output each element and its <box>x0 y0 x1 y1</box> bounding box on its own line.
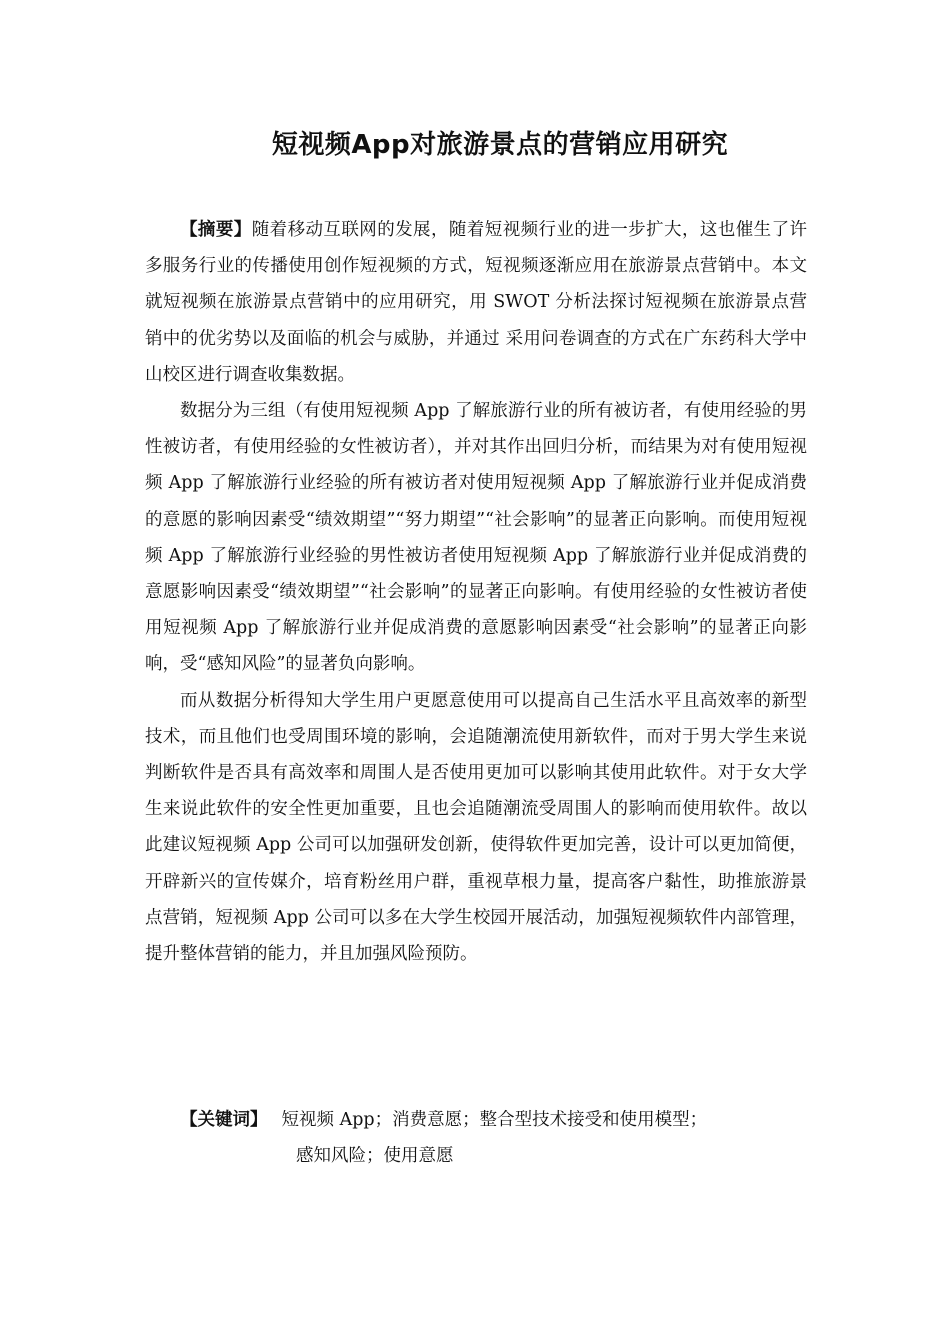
abstract-paragraph-2: 数据分为三组（有使用短视频 App 了解旅游行业的所有被访者，有使用经验的男性被访者，有使用经验的女性被访者），并对其作出回归分析，而结果为对有使用短视频 App 了解旅游行业经验的所有被访者对使用短视频 App 了解旅游行业并促成消费的意愿的影响因素受“绩效期望”“努力期望”“社会影响”的显著正向影响。而使用短视频 App 了解旅游行业经验的男性被访者使用短视频 App 了解旅游行业并促成消费的意愿影响因素受“绩效期望”“社会影响”的显著正向影响。有使用经验的女性被访者使用短视频 App 了解旅游行业并促成消费的意愿影响因素受“社会影响”的显著正向影响，受“感知风险”的显著负向影响。 <box>145 401 807 675</box>
keywords-text-1: 短视频 App；消费意愿；整合型技术接受和使用模型； <box>281 1110 708 1130</box>
keywords-line-2: 感知风险；使用意愿 <box>296 1146 454 1166</box>
keywords-section <box>180 1102 820 1174</box>
abstract-paragraph-1-text: 随着移动互联网的发展，随着短视频行业的进一步扩大，这也催生了许多服务行业的传播使用创作短视频的方式，短视频逐渐应用在旅游景点营销中。本文就短视频在旅游景点营销中的应用研究，用 SWOT 分析法探讨短视频在旅游景点营销中的优劣势以及面临的机会与威胁，并通过 采用问卷调查的方式在广东药科大学中山校区进行调查收集数据。 <box>145 220 808 385</box>
abstract-paragraph-1 <box>145 212 807 393</box>
page-title: 短视频App对旅游景点的营销应用研究 <box>271 130 729 160</box>
keywords-label: 【关键词】 <box>180 1110 268 1130</box>
abstract-label: 【摘要】 <box>180 220 252 240</box>
keywords-line-1 <box>180 1102 820 1138</box>
abstract-paragraph-3: 而从数据分析得知大学生用户更愿意使用可以提高自己生活水平且高效率的新型技术，而且他们也受周围环境的影响，会追随潮流使用新软件，而对于男大学生来说判断软件是否具有高效率和周围人是否使用更加可以影响其使用此软件。对于女大学生来说此软件的安全性更加重要，且也会追随潮流受周围人的影响而使用软件。故以此建议短视频 App 公司可以加强研发创新，使得软件更加完善，设计可以更加简便，开辟新兴的宣传媒介，培育粉丝用户群，重视草根力量，提高客户黏性，助推旅游景点营销，短视频 App 公司可以多在大学生校园开展活动，加强短视频软件内部管理，提升整体营销的能力，并且加强风险预防。 <box>145 690 807 965</box>
abstract-section <box>145 212 807 972</box>
